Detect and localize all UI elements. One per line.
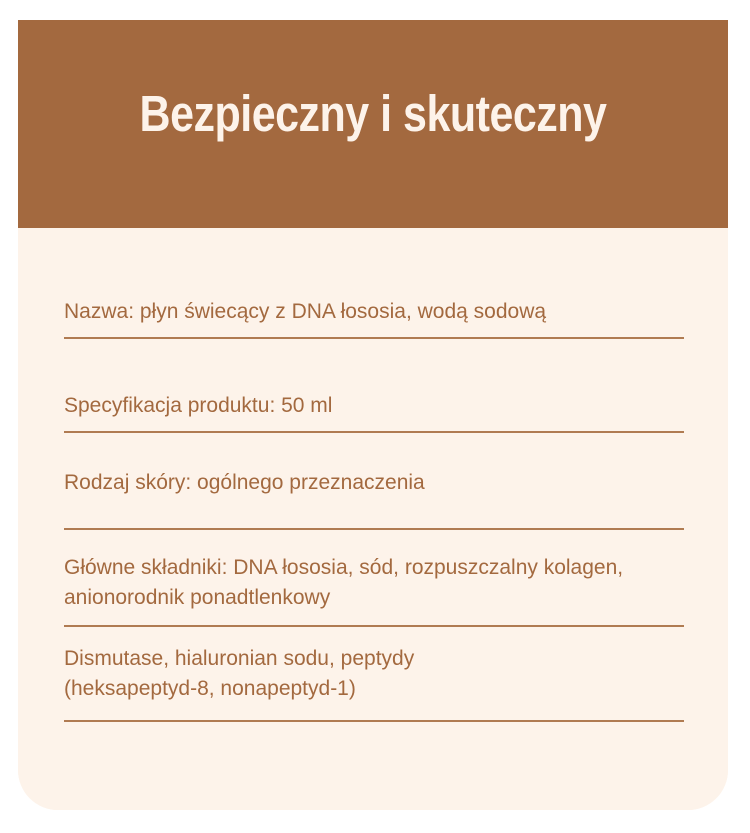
divider (64, 625, 684, 627)
divider (64, 720, 684, 722)
spec-text: anionorodnik ponadtlenkowy (64, 586, 331, 609)
spec-row-ingredients (64, 553, 704, 613)
spec-row-specification (64, 391, 704, 421)
spec-text: Rodzaj skóry: ogólnego przeznaczenia (64, 471, 425, 494)
spec-text: Nazwa: płyn świecący z DNA łososia, wodą sodową (64, 300, 547, 323)
page-title: Bezpieczny i skuteczny (139, 86, 607, 143)
spec-text: Dismutase, hialuronian sodu, peptydy (64, 647, 415, 670)
spec-row-name (64, 297, 704, 327)
spec-text: Specyfikacja produktu: 50 ml (64, 394, 333, 417)
header-banner (18, 20, 728, 228)
spec-list (18, 228, 728, 810)
divider (64, 337, 684, 339)
divider (64, 431, 684, 433)
spec-card (18, 20, 728, 810)
spec-row-skin-type (64, 468, 704, 498)
spec-text: Główne składniki: DNA łososia, sód, rozpuszczalny kolagen, (64, 556, 624, 579)
divider (64, 528, 684, 530)
spec-text: (heksapeptyd-8, nonapeptyd-1) (64, 677, 356, 700)
spec-row-ingredients-continued (64, 644, 704, 704)
